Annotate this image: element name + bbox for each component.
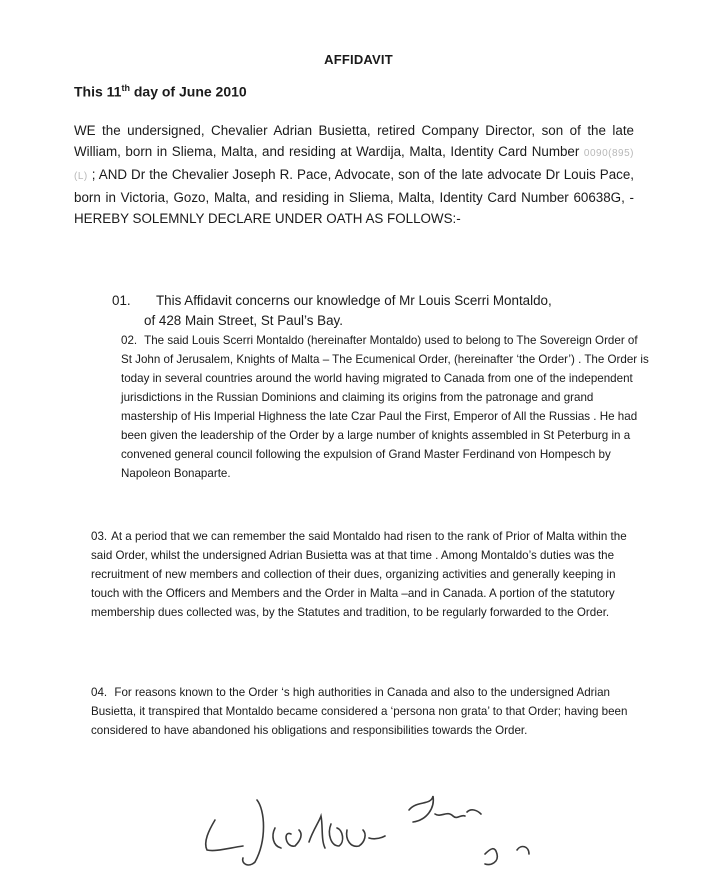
item-01 bbox=[112, 291, 632, 331]
redacted-id-number: 0090(895)(L) bbox=[74, 148, 634, 182]
document-title: AFFIDAVIT bbox=[324, 52, 393, 67]
item-number: 02. bbox=[121, 334, 138, 347]
item-number: 04. bbox=[91, 686, 108, 699]
item-number: 03. bbox=[91, 530, 108, 543]
date-ordinal-suffix: th bbox=[121, 83, 130, 93]
date-suffix: day of June 2010 bbox=[129, 83, 247, 100]
preamble-part-a: WE the undersigned, Chevalier Adrian Busietta, retired Company Director, son of the late William, born in Sliema, Malta, and residing at Wardija, Malta, Identity Card Number bbox=[74, 123, 634, 159]
item-01-line1: This Affidavit concerns our knowledge of Mr Louis Scerri Montaldo, bbox=[156, 293, 552, 308]
item-03-text: At a period that we can remember the said Montaldo had risen to the rank of Prior of Malta within the said Order, whilst the undersigned Adrian Busietta was at that time . Among Montaldo’s duties was the recruitment of new members and collection of their dues, organizing activities and generally keeping in touch with the Officers and Members and the Order in Malta –and in Canada. A portion of the statutory membership dues collected was, by the Statutes and tradition, to be regularly forwarded to the Order. bbox=[91, 530, 627, 619]
item-04 bbox=[91, 683, 646, 740]
item-number: 01. bbox=[112, 293, 131, 308]
item-02 bbox=[121, 331, 651, 483]
date-line bbox=[74, 83, 247, 100]
item-04-text: For reasons known to the Order ‘s high authorities in Canada and also to the undersigned Adrian Busietta, it transpired that Montaldo became considered a ‘persona non grata’ to that Order; having been considered to have abandoned his obligations and responsibilities towards the Order. bbox=[91, 686, 628, 737]
handwritten-signatures bbox=[195, 790, 565, 871]
item-02-text: The said Louis Scerri Montaldo (hereinafter Montaldo) used to belong to The Sovereign Order of St John of Jerusalem, Knights of Malta – The Ecumenical Order, (hereinafter ‘the Order’) . The Order is today in several countries around the world having migrated to Canada from one of the independent jurisdictions in the Russian Dominions and claiming its origins from the patronage and grand mastership of His Imperial Highness the late Czar Paul the First, Emperor of All the Russias . He had been given the leadership of the Order by a large number of knights assembled in St Peterburg in a convened general council following the expulsion of Grand Master Ferdinand von Hompesch by Napoleon Bonaparte. bbox=[121, 334, 649, 480]
preamble-part-b: ; AND Dr the Chevalier Joseph R. Pace, Advocate, son of the late advocate Dr Louis Pace, born in Victoria, Gozo, Malta, and residing in Sliema, Malta, Identity Card Number 60638G, - HEREBY SOLEMNLY DECLARE UNDER OATH AS FOLLOWS:- bbox=[74, 167, 634, 226]
date-prefix: This 11 bbox=[74, 83, 122, 100]
item-03 bbox=[91, 527, 646, 622]
item-01-line2: of 428 Main Street, St Paul’s Bay. bbox=[144, 313, 343, 328]
preamble-paragraph bbox=[74, 120, 634, 229]
